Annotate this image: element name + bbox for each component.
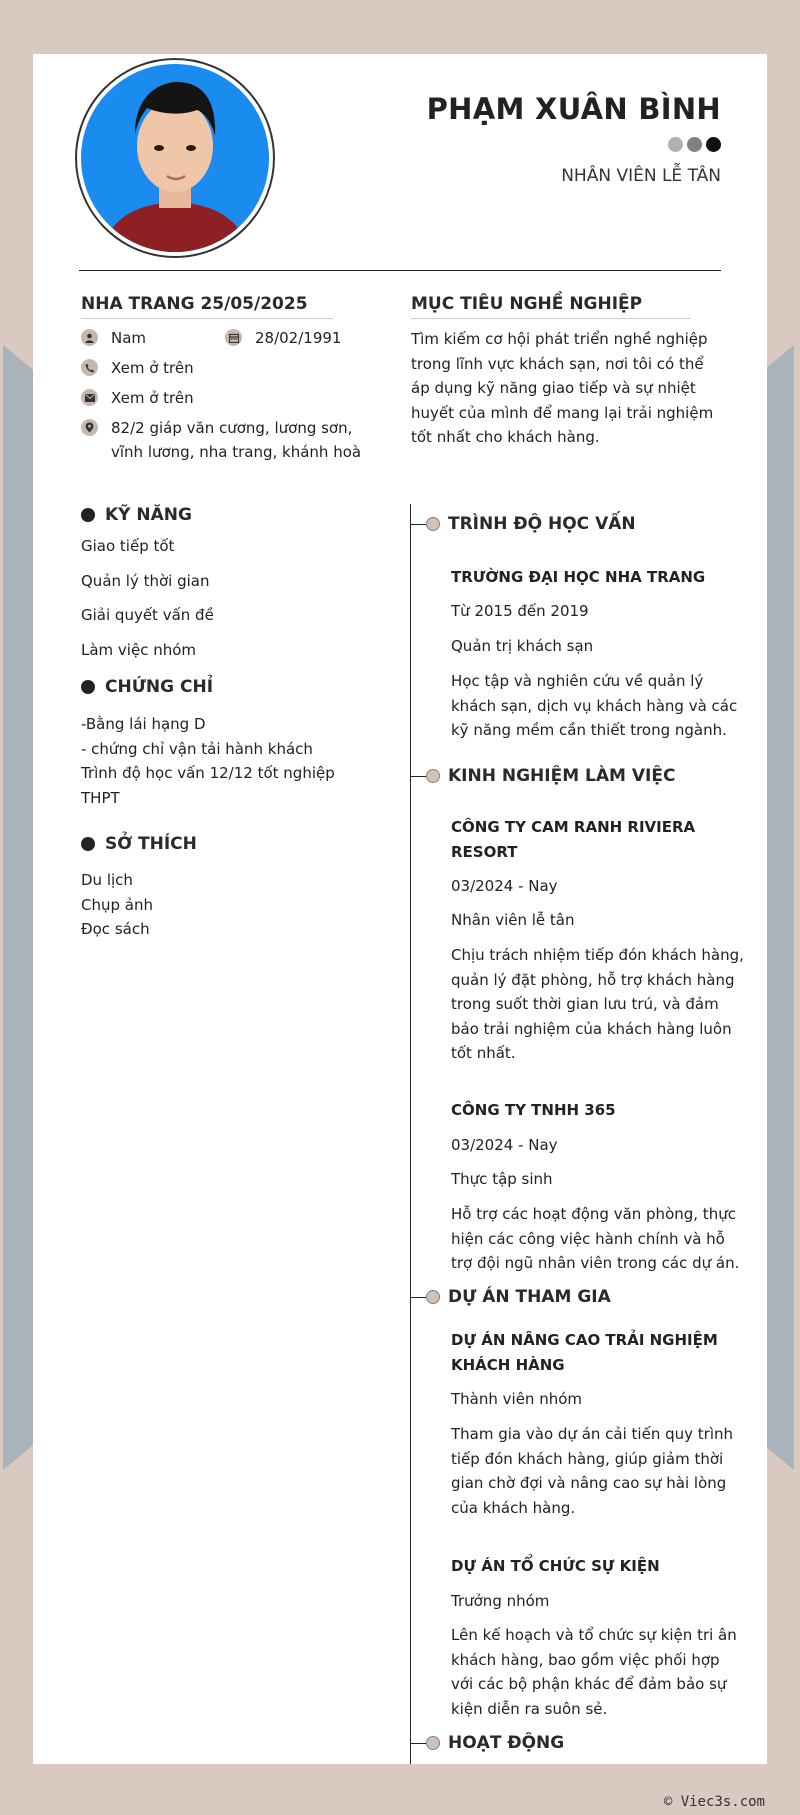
job-company: CÔNG TY TNHH 365	[451, 1101, 616, 1119]
section-bullet	[81, 508, 95, 522]
job-role: Nhân viên lễ tân	[451, 911, 575, 929]
header-divider	[79, 270, 721, 271]
user-icon	[81, 329, 98, 346]
section-bullet	[81, 680, 95, 694]
hobby-line: Du lịch	[81, 871, 133, 889]
project-role: Trưởng nhóm	[451, 1592, 550, 1610]
timeline-node	[426, 1290, 440, 1304]
birthdate-value: 28/02/1991	[255, 329, 342, 347]
mail-icon	[81, 389, 98, 406]
objective-text: Tìm kiếm cơ hội phát triển nghề nghiệp trong lĩnh vực khách sạn, nơi tôi có thể áp dụng kỹ năng giao tiếp và sự nhiệt huyết của mình để mang lại trải nghiệm tốt nhất cho khách hàng.	[411, 330, 714, 446]
cv-page	[33, 54, 767, 1764]
objective-underline	[411, 318, 691, 319]
certificates-list	[81, 712, 371, 810]
project-desc: Tham gia vào dự án cải tiến quy trình tiếp đón khách hàng, giúp giảm thời gian chờ đợi và nâng cao sự hài lòng của khách hàng.	[451, 1425, 733, 1517]
gender-row	[81, 326, 146, 350]
project-name: DỰ ÁN TỔ CHỨC SỰ KIỆN	[451, 1557, 660, 1575]
skill-item: Quản lý thời gian	[81, 572, 210, 590]
certificate-line: -Bằng lái hạng D	[81, 715, 206, 733]
hobby-line: Chụp ảnh	[81, 895, 153, 914]
activities-title-label: HOẠT ĐỘNG	[448, 1733, 565, 1753]
profile-photo	[81, 64, 269, 252]
decor-dot-light	[668, 137, 683, 152]
projects-section-title	[410, 1287, 611, 1307]
birthdate-row	[225, 326, 341, 350]
timeline-line	[410, 504, 411, 1764]
job-title: NHÂN VIÊN LỄ TÂN	[561, 166, 721, 186]
decor-dot-mid	[687, 137, 702, 152]
skills-section-title	[81, 505, 192, 525]
location-date: NHA TRANG 25/05/2025	[81, 294, 308, 314]
timeline-node	[426, 769, 440, 783]
phone-value: Xem ở trên	[111, 359, 194, 377]
school-name: TRƯỜNG ĐẠI HỌC NHA TRANG	[451, 568, 706, 586]
projects-title-label: DỰ ÁN THAM GIA	[448, 1287, 611, 1307]
education-major: Quản trị khách sạn	[451, 637, 594, 655]
certificates-title-label: CHỨNG CHỈ	[105, 677, 214, 697]
timeline-tick	[410, 524, 426, 525]
phone-row	[81, 356, 194, 380]
timeline-tick	[410, 1743, 426, 1744]
project-role: Thành viên nhóm	[451, 1390, 582, 1408]
timeline-node	[426, 1736, 440, 1750]
timeline-tick	[410, 1297, 426, 1298]
job-desc: Hỗ trợ các hoạt động văn phòng, thực hiện các công việc hành chính và hỗ trợ đội ngũ nhân viên trong các dự án.	[451, 1205, 740, 1272]
gender-value: Nam	[111, 329, 147, 347]
education-period: Từ 2015 đến 2019	[451, 602, 589, 620]
certificate-line: - chứng chỉ vận tải hành khách	[81, 739, 313, 758]
skill-item: Giải quyết vấn đề	[81, 606, 214, 624]
objective-title: MỤC TIÊU NGHỀ NGHIỆP	[411, 294, 643, 314]
portrait-illustration	[81, 64, 269, 252]
decor-dots	[668, 137, 721, 152]
timeline-tick	[410, 776, 426, 777]
hobbies-list	[81, 868, 371, 942]
education-section-title	[410, 514, 636, 534]
job-company: CÔNG TY CAM RANH RIVIERA RESORT	[451, 818, 696, 861]
education-desc: Học tập và nghiên cứu về quản lý khách sạn, dịch vụ khách hàng và các kỹ năng mềm cần thiết trong ngành.	[451, 672, 738, 739]
hobby-line: Đọc sách	[81, 920, 150, 938]
certificates-section-title	[81, 677, 213, 697]
right-decor-bar	[764, 345, 794, 1470]
job-period: 03/2024 - Nay	[451, 877, 558, 895]
address-value: 82/2 giáp văn cương, lương sơn, vĩnh lương, nha trang, khánh hoà	[111, 419, 362, 461]
decor-dot-dark	[706, 137, 721, 152]
left-decor-bar	[3, 345, 33, 1470]
address-row	[81, 416, 371, 464]
project-desc: Lên kế hoạch và tổ chức sự kiện tri ân khách hàng, bao gồm việc phối hợp với các bộ phận khác để đảm bảo sự kiện diễn ra suôn sẻ.	[451, 1626, 737, 1718]
location-pin-icon	[81, 419, 98, 436]
watermark: © Viec3s.com	[663, 1794, 765, 1810]
skills-title-label: KỸ NĂNG	[105, 505, 192, 525]
hobbies-title-label: SỞ THÍCH	[105, 834, 197, 854]
section-bullet	[81, 837, 95, 851]
job-desc: Chịu trách nhiệm tiếp đón khách hàng, quản lý đặt phòng, hỗ trợ khách hàng trong suốt thời gian lưu trú, và đảm bảo trải nghiệm của khách hàng luôn tốt nhất.	[451, 946, 744, 1062]
education-title-label: TRÌNH ĐỘ HỌC VẤN	[448, 514, 636, 534]
hobbies-section-title	[81, 834, 197, 854]
project-name: DỰ ÁN NÂNG CAO TRẢI NGHIỆM KHÁCH HÀNG	[451, 1331, 718, 1374]
job-period: 03/2024 - Nay	[451, 1136, 558, 1154]
candidate-name: PHẠM XUÂN BÌNH	[426, 92, 721, 126]
timeline-node	[426, 517, 440, 531]
experience-title-label: KINH NGHIỆM LÀM VIỆC	[448, 766, 676, 786]
calendar-icon	[225, 329, 242, 346]
avatar	[75, 58, 275, 258]
activities-section-title	[410, 1733, 564, 1753]
job-role: Thực tập sinh	[451, 1170, 553, 1188]
experience-section-title	[410, 766, 675, 786]
phone-icon	[81, 359, 98, 376]
email-row	[81, 386, 194, 410]
skill-item: Làm việc nhóm	[81, 641, 197, 659]
location-underline	[81, 318, 333, 319]
skill-item: Giao tiếp tốt	[81, 537, 175, 555]
certificate-line: Trình độ học vấn 12/12 tốt nghiệp THPT	[81, 764, 335, 807]
email-value: Xem ở trên	[111, 389, 194, 407]
